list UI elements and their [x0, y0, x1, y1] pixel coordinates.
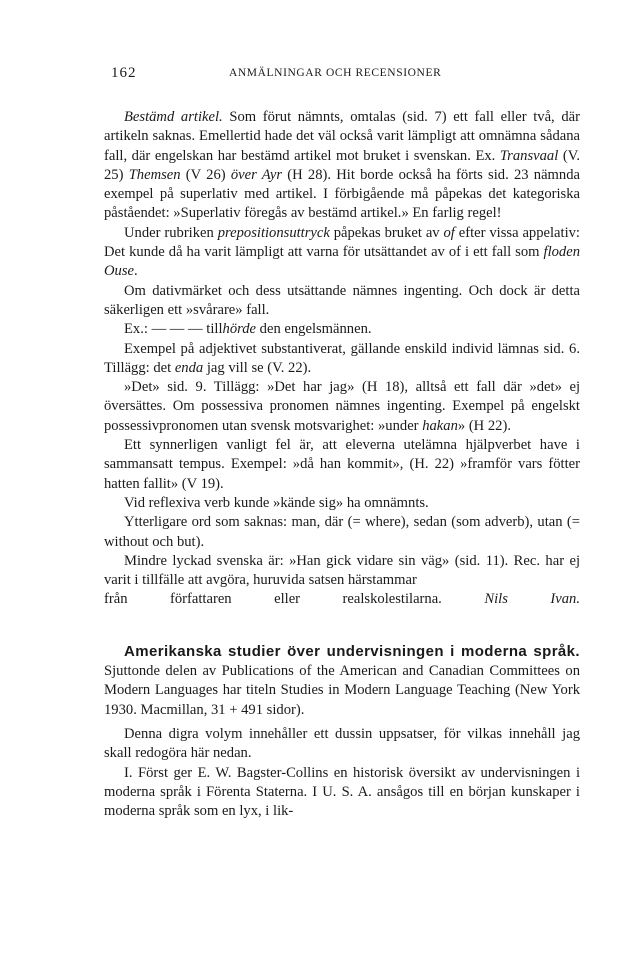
review-paragraph: Mindre lyckad svenska är: »Han gick vidare sin väg» (sid. 11). Rec. har ej varit i tillfälle att avgöra, huruvida satsen härstammar: [104, 552, 580, 589]
page-number: 162: [111, 65, 137, 81]
article-paragraph: Denna digra volym innehåller ett dussin uppsatser, för vilkas innehåll jag skall redogöra här nedan.: [104, 725, 580, 762]
running-head: ANMÄLNINGAR OCH RECENSIONER: [229, 67, 442, 79]
term: Bestämd artikel.: [124, 109, 223, 125]
article-paragraph: I. Först ger E. W. Bagster-Collins en historisk översikt av undervisningen i moderna språk i Förenta Staterna. I U. S. A. ansågos till en början kunskaper i moderna språk som en lyx, i lik-: [104, 764, 580, 820]
article-heading: Amerikanska studier över undervisningen i moderna språk.: [124, 642, 580, 660]
page-header: [111, 65, 581, 85]
review-paragraph: Exempel på adjektivet substantiverat, gällande enskild individ lämnas sid. 6. Tillägg: det enda jag vill se (V. 22).: [104, 340, 580, 376]
section-gap: [104, 610, 580, 642]
review-paragraph: Under rubriken prepositionsuttryck påpekas bruket av of efter vissa appelativ: Det kunde då ha varit lämpligt att varna för utsättandet av of i ett fall som floden Ouse.: [104, 224, 580, 280]
page-body: [104, 108, 580, 821]
signature-line: från författaren eller realskolestilarna. Nils Ivan.: [104, 591, 580, 608]
review-paragraph: Ett synnerligen vanligt fel är, att eleverna utelämna hjälpverbet have i sammansatt tempus. Exempel: »då han kommit», (H. 22) »framför vars fötter hatten fallit» (V 19).: [104, 437, 580, 492]
review-paragraph: Ex.: — — — tillhörde den engelsmännen.: [124, 321, 372, 338]
review-paragraph: Ytterligare ord som saknas: man, där (= where), sedan (som adverb), utan (= without och but).: [104, 514, 580, 550]
review-paragraph: Bestämd artikel. Som förut nämnts, omtalas (sid. 7) ett fall eller två, där artikeln saknas. Emellertid hade det väl också varit lämpligt att omnämna sådana fall, där engelskan har bestämd artikel mot bruket i svenskan. Ex. Transvaal (V. 25) Themsen (V 26) över Ayr (H 28). Hit borde också ha förts sid. 23 nämnda exempel på superlativ med artikel. I förbigående må påpekas det kategoriska påståendet: »Superlativ föregås av bestämd artikel.» En farlig regel!: [104, 109, 580, 222]
article-intro: Amerikanska studier över undervisningen i moderna språk. Sjuttonde delen av Publications of the American and Canadian Committees on Modern Languages har titeln Studies in Modern Language Teaching (New York 1930. Macmillan, 31 + 491 sidor).: [104, 642, 580, 718]
signature: Nils Ivan.: [484, 591, 580, 608]
review-paragraph: Vid reflexiva verb kunde »kände sig» ha omnämnts.: [124, 494, 429, 511]
review-paragraph: Om dativmärket och dess utsättande nämnes ingenting. Och dock är detta säkerligen ett »svårare» fall.: [104, 282, 580, 318]
review-paragraph: »Det» sid. 9. Tillägg: »Det har jag» (H 18), alltså ett fall där »det» ej översättes. Om possessiva pronomen nämnes ingenting. Exempel på engelskt possessivpronomen utan svensk motsvarighet: »under hakan» (H 22).: [104, 379, 580, 434]
